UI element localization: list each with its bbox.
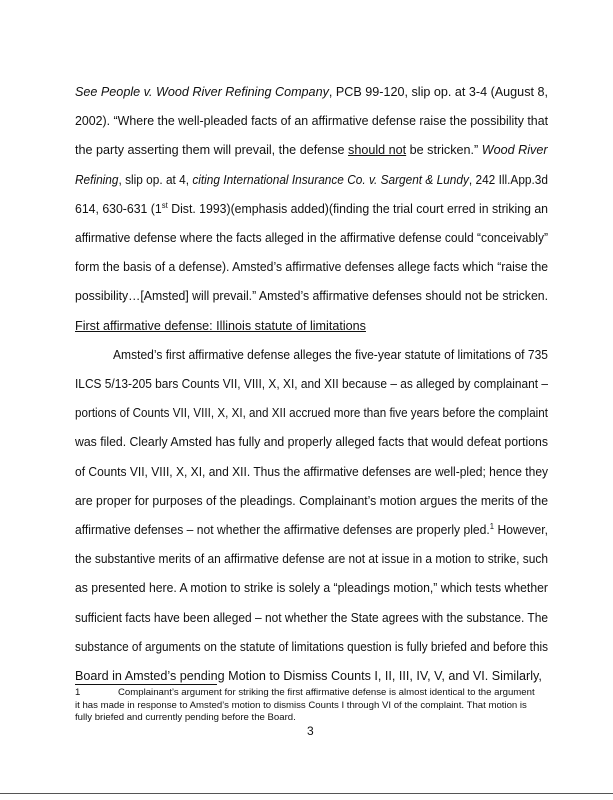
footnote-line-2: it has made in response to Amsted’s motion to dismiss Counts I through VI of the complaint. That motion is <box>75 700 527 711</box>
text-run: 1 <box>489 521 495 531</box>
text-run: form the basis of a defense). Amsted’s affirmative defenses allege facts which “raise the <box>75 260 549 274</box>
body-line <box>75 290 548 303</box>
footnote-line-3: fully briefed and currently pending before the Board. <box>75 712 296 723</box>
text-run: Refining <box>75 173 119 187</box>
text-run: portions of Counts VII, VIII, X, XI, and XII accrued more than five years before the complaint <box>75 406 548 420</box>
body-line <box>75 582 548 595</box>
text-run: First affirmative defense: Illinois statute of limitations <box>75 319 366 333</box>
body-line <box>75 612 548 625</box>
text-run: should not <box>348 143 407 157</box>
body-line <box>113 349 548 362</box>
body-line <box>75 407 548 420</box>
text-run: affirmative defense where the facts alleged in the affirmative defense could “conceivably” <box>75 231 549 245</box>
body-line <box>75 320 366 333</box>
body-line <box>75 466 548 479</box>
text-run: possibility…[Amsted] will prevail.” Amsted’s affirmative defenses should not be stricken. <box>75 289 548 303</box>
text-run: Board in Amsted’s pending Motion to Dismiss Counts I, II, III, IV, V, and VI. Similarly, <box>75 669 542 683</box>
body-line <box>75 641 548 654</box>
text-run: substance of arguments on the statute of limitations question is fully briefed and before this <box>75 640 549 654</box>
body-line <box>75 232 548 245</box>
body-line <box>75 200 548 216</box>
text-run: affirmative defenses – not whether the affirmative defenses are properly pled. <box>75 523 490 537</box>
body-line <box>75 261 548 274</box>
text-run: However, <box>494 523 548 537</box>
body-line <box>75 436 548 449</box>
page-number: 3 <box>307 724 314 738</box>
text-run: citing International Insurance Co. v. Sargent & Lundy <box>192 173 469 187</box>
text-run: Wood River <box>481 143 548 157</box>
body-line <box>75 144 548 157</box>
text-run: Amsted’s first affirmative defense alleges the five-year statute of limitations of 735 <box>113 348 548 362</box>
text-run: be stricken.” <box>406 143 482 157</box>
body-line <box>75 115 548 128</box>
body-line <box>75 670 542 683</box>
body-line <box>75 86 548 99</box>
page-bottom-edge <box>0 793 613 794</box>
text-run: Dist. 1993)(emphasis added)(finding the trial court erred in striking an <box>167 202 548 216</box>
footnote-marker: 1 <box>75 687 81 698</box>
text-run: ILCS 5/13-205 bars Counts VII, VIII, X, XI, and XII because – as alleged by complainant – <box>75 377 549 391</box>
body-line <box>75 378 548 391</box>
text-run: sufficient facts have been alleged – not whether the State agrees with the substance. The <box>75 611 549 625</box>
text-run: , PCB 99-120, slip op. at 3-4 (August 8, <box>328 85 548 99</box>
body-line <box>75 174 548 187</box>
text-run: as presented here. A motion to strike is solely a “pleadings motion,” which tests whether <box>75 581 548 595</box>
text-run: the substantive merits of an affirmative defense are not at issue in a motion to strike, such <box>75 552 549 566</box>
text-run: 2002). “Where the well-pleaded facts of an affirmative defense raise the possibility that <box>75 114 549 128</box>
text-run: , 242 Ill.App.3d <box>468 173 549 187</box>
text-run: was filed. Clearly Amsted has fully and properly alleged facts that would defeat portions <box>75 435 549 449</box>
footnote-rule <box>75 684 217 685</box>
text-run: st <box>161 200 168 210</box>
text-run: of Counts VII, VIII, X, XI, and XII. Thus the affirmative defenses are well-pled; hence they <box>75 465 549 479</box>
text-run: 614, 630-631 (1 <box>75 202 162 216</box>
body-line <box>75 553 548 566</box>
footnote-line-1: Complainant’s argument for striking the first affirmative defense is almost identical to the argument <box>118 687 535 698</box>
body-line <box>75 495 548 508</box>
text-run: See People v. Wood River Refining Company <box>75 85 329 99</box>
text-run: the party asserting them will prevail, the defense <box>75 143 349 157</box>
text-run: are proper for purposes of the pleadings. Complainant’s motion argues the merits of the <box>75 494 549 508</box>
text-run: , slip op. at 4, <box>118 173 193 187</box>
body-line <box>75 521 548 537</box>
